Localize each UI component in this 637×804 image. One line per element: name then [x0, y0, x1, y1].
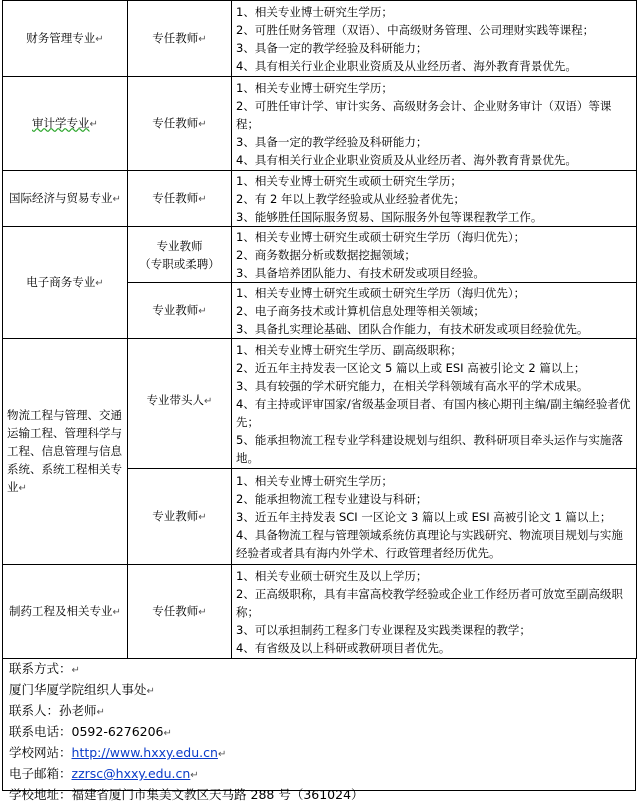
table-row	[3, 227, 637, 283]
position-cell: 专业教师↵	[128, 283, 232, 339]
contact-website: 学校网站：http://www.hxxy.edu.cn↵	[9, 745, 227, 760]
position-title: 专任教师	[152, 115, 199, 130]
requirements-cell	[232, 565, 637, 659]
recruitment-table	[2, 0, 637, 659]
position-title: 专任教师	[152, 190, 199, 205]
major-name: 审计学专业	[32, 115, 90, 130]
requirement-item: 5、能承担物流工程专业学科建设规划与组织、教科研项目牵头运作与实施落地。	[236, 432, 623, 465]
website-link[interactable]: http://www.hxxy.edu.cn	[71, 745, 218, 760]
position-cell	[128, 227, 232, 283]
requirement-item: 2、能承担物流工程专业建设与科研；	[236, 491, 428, 506]
requirements-cell	[232, 171, 637, 227]
requirement-item: 3、具备一定的教学经验及科研能力；	[236, 40, 428, 55]
requirements-cell	[232, 1, 637, 77]
requirements-cell	[232, 469, 637, 565]
requirement-item: 2、电子商务技术或计算机信息处理等相关领域；	[236, 303, 485, 318]
email-link[interactable]: zzrsc@hxxy.edu.cn	[71, 766, 191, 781]
requirement-item: 1、相关专业博士研究生或硕士研究生学历；	[236, 173, 462, 188]
major-cell: 国际经济与贸易专业↵	[3, 171, 128, 227]
requirement-item: 1、相关专业博士研究生学历；	[236, 4, 393, 19]
major-cell: 制药工程及相关专业↵	[3, 565, 128, 659]
requirement-item: 3、近五年主持发表 SCI 一区论文 3 篇以上或 ESI 高被引论文 1 篇以上；	[236, 509, 612, 524]
requirements-cell	[232, 283, 637, 339]
position-title: 专业教师	[152, 508, 199, 523]
requirement-item: 1、相关专业博士研究生学历；	[236, 473, 393, 488]
requirements-cell	[232, 339, 637, 469]
position-cell: 专任教师↵	[128, 565, 232, 659]
requirement-item: 1、相关专业博士研究生或硕士研究生学历（海归优先）；	[236, 285, 526, 300]
major-name: 国际经济与贸易专业	[9, 190, 113, 205]
major-name: 财务管理专业	[26, 30, 96, 45]
requirement-item: 2、近五年主持发表一区论文 5 篇以上或 ESI 高被引论文 2 篇以上；	[236, 360, 586, 375]
position-cell: 专任教师↵	[128, 171, 232, 227]
requirement-item: 1、相关专业博士研究生学历；	[236, 80, 393, 95]
contact-email: 电子邮箱：zzrsc@hxxy.edu.cn↵	[9, 766, 199, 781]
position-title: 专业教师	[152, 302, 199, 317]
contact-phone: 联系电话：0592-6276206↵	[9, 724, 172, 739]
requirement-item: 4、有主持或评审国家/省级基金项目者、有国内核心期刊主编/副主编经验者优先；	[236, 396, 631, 429]
position-title: 专任教师	[152, 603, 199, 618]
requirement-item: 2、可胜任审计学、审计实务、高级财务会计、企业财务审计（双语）等课程；	[236, 98, 612, 131]
requirement-item: 3、具备扎实理论基础、团队合作能力，有技术研发或项目经验优先。	[236, 321, 589, 336]
requirement-item: 3、能够胜任国际服务贸易、国际服务外包等课程教学工作。	[236, 209, 543, 224]
requirement-item: 2、可胜任财务管理（双语）、中高级财务管理、公司理财实践等课程；	[236, 22, 595, 37]
contact-person: 联系人：孙老师↵	[9, 703, 105, 718]
requirements-cell	[232, 227, 637, 283]
requirement-item: 3、具有较强的学术研究能力，在相关学科领域有高水平的学术成果。	[236, 378, 589, 393]
requirement-item: 1、相关专业博士研究生或硕士研究生学历（海归优先）；	[236, 229, 526, 244]
requirement-item: 2、有 2 年以上教学经验或从业经验者优先；	[236, 191, 465, 206]
major-name: 物流工程与管理、交通运输工程、管理科学与工程、信息管理与信息系统、系统工程相关专业	[7, 407, 122, 494]
requirement-item: 4、具有相关行业企业职业资质及从业经历者、海外教育背景优先。	[236, 152, 577, 167]
position-title: 专业教师	[156, 238, 203, 253]
table-row	[3, 77, 637, 171]
requirement-item: 2、正高级职称，具有丰富高校教学经验或企业工作经历者可放宽至副高级职称；	[236, 586, 623, 619]
major-cell: 财务管理专业↵	[3, 1, 128, 77]
contact-heading: 联系方式：↵	[9, 661, 80, 676]
position-subtitle: （专职或柔聘）	[139, 256, 220, 271]
requirement-item: 4、具有相关行业企业职业资质及从业经历者、海外教育背景优先。	[236, 58, 577, 73]
requirement-item: 1、相关专业博士研究生学历、副高级职称；	[236, 342, 462, 357]
requirement-item: 3、具备一定的教学经验及科研能力；	[236, 134, 428, 149]
major-cell: 审计学专业↵	[3, 77, 128, 171]
position-cell: 专业教师↵	[128, 469, 232, 565]
table-row	[3, 1, 637, 77]
table-row	[3, 339, 637, 469]
requirement-item: 3、具备培养团队能力、有技术研发或项目经验。	[236, 265, 485, 280]
requirements-cell	[232, 77, 637, 171]
table-row	[3, 171, 637, 227]
position-title: 专业带头人	[146, 393, 205, 407]
requirement-item: 4、具备物流工程与管理领域系统仿真理论与实践研究、物流项目规划与实施经验者或者具有海内外学术、行政管理者经历优先。	[236, 527, 623, 560]
contact-section	[2, 659, 636, 802]
requirement-item: 1、相关专业硕士研究生及以上学历；	[236, 568, 428, 583]
requirement-item: 2、商务数据分析或数据挖掘领域；	[236, 247, 416, 262]
position-title: 专任教师	[152, 30, 199, 45]
contact-org: 厦门华厦学院组织人事处↵	[9, 682, 155, 697]
requirement-item: 3、可以承担制药工程多门专业课程及实践类课程的教学；	[236, 622, 531, 637]
requirement-item: 4、有省级及以上科研或教研项目者优先。	[236, 640, 451, 655]
major-name: 电子商务专业	[26, 274, 96, 289]
contact-address: 学校地址：福建省厦门市集美文教区天马路 288 号（361024）	[9, 787, 364, 802]
major-name: 制药工程及相关专业	[9, 603, 113, 618]
position-cell: 专任教师↵	[128, 1, 232, 77]
position-cell: 专业带头人↵	[128, 339, 232, 469]
table-row	[3, 565, 637, 659]
major-cell: 电子商务专业↵	[3, 227, 128, 339]
position-cell: 专任教师↵	[128, 77, 232, 171]
major-cell: 物流工程与管理、交通运输工程、管理科学与工程、信息管理与信息系统、系统工程相关专业↵	[3, 339, 128, 565]
